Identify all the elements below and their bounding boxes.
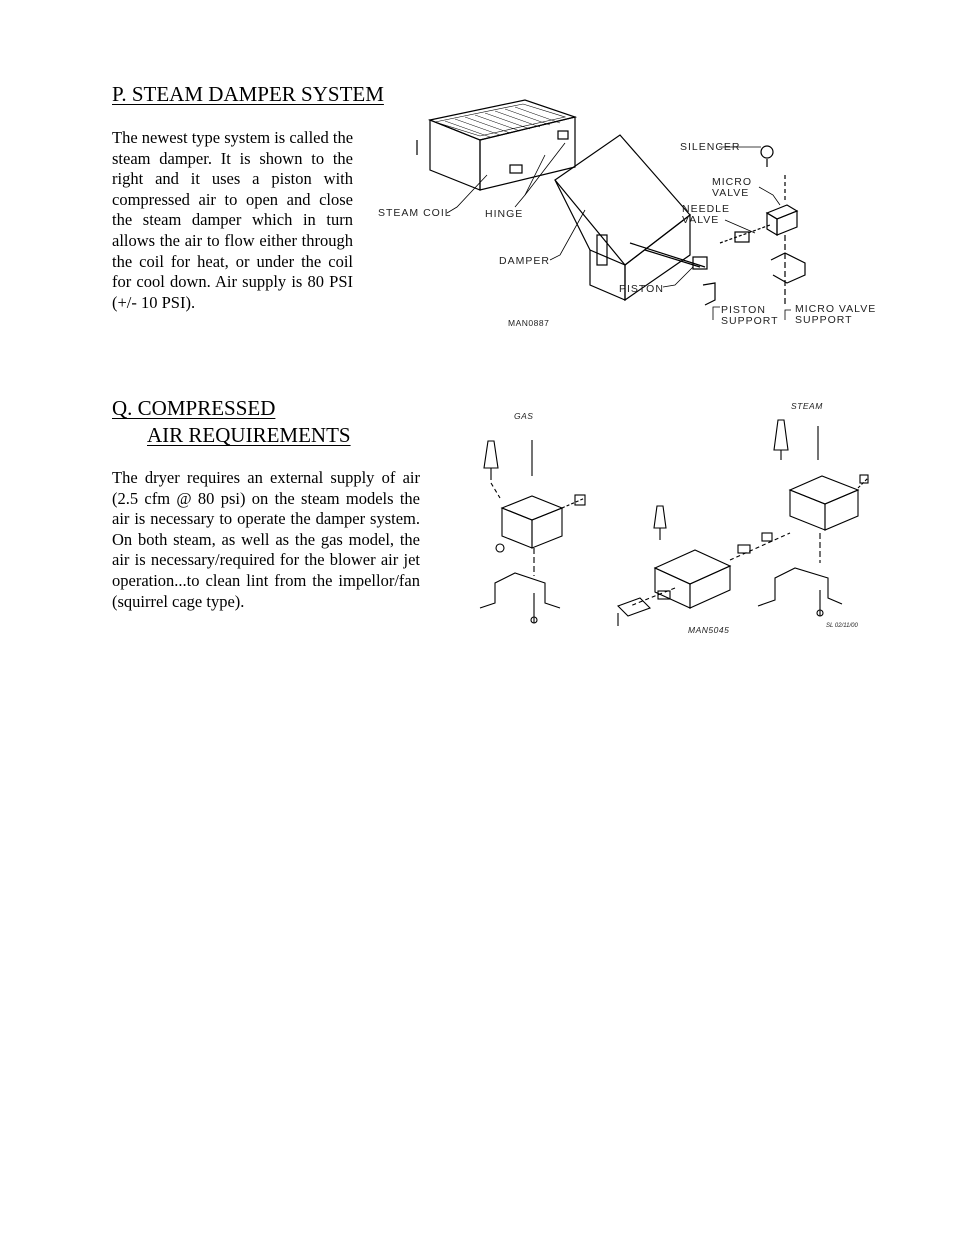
label-piston: PISTON (619, 283, 664, 295)
label-micro-valve-2: VALVE (712, 187, 750, 199)
section-q-body: The dryer requires an external supply of air (2.5 cfm @ 80 psi) on the steam models the air is necessary to operate the damper system. On both steam, as well as the gas model, the air is necessary/required for the blower air jet operation...to clean lint from the impellor/fan (squirrel cage type). (112, 468, 420, 611)
label-hinge: HINGE (485, 208, 524, 220)
label-damper: DAMPER (499, 255, 550, 267)
label-drawing-number-q: MAN5045 (688, 625, 730, 635)
compressed-air-diagram (470, 398, 880, 638)
label-gas: GAS (514, 411, 534, 421)
label-needle-valve-1: NEEDLE (682, 203, 731, 215)
section-q-heading-line2: AIR REQUIREMENTS (147, 423, 351, 447)
steam-damper-diagram (375, 95, 885, 340)
section-q-heading-line1: Q. COMPRESSED (112, 396, 276, 420)
label-steam-coil: STEAM COIL (378, 207, 452, 219)
label-drawing-number-p: MAN0887 (508, 318, 550, 328)
label-steam: STEAM (791, 401, 823, 411)
label-micro-valve-support-2: SUPPORT (795, 314, 853, 326)
label-piston-support-2: SUPPORT (721, 315, 779, 327)
section-p-heading: P. STEAM DAMPER SYSTEM (112, 82, 384, 106)
label-micro-valve-support-1: MICRO VALVE (795, 303, 877, 315)
label-silencer: SILENCER (680, 141, 741, 153)
label-initials-date: SL 02/11/00 (826, 623, 858, 629)
section-p-body: The newest type system is called the steam damper. It is shown to the right and it uses a piston with compressed air to open and close the steam damper which in turn allows the air to flow either through the coil for heat, or under the coil for cool down. Air supply is 80 PSI (+/- 10 PSI). (112, 128, 354, 312)
label-piston-support-1: PISTON (721, 304, 766, 316)
label-micro-valve-1: MICRO (712, 176, 752, 188)
label-needle-valve-2: VALVE (682, 214, 720, 226)
